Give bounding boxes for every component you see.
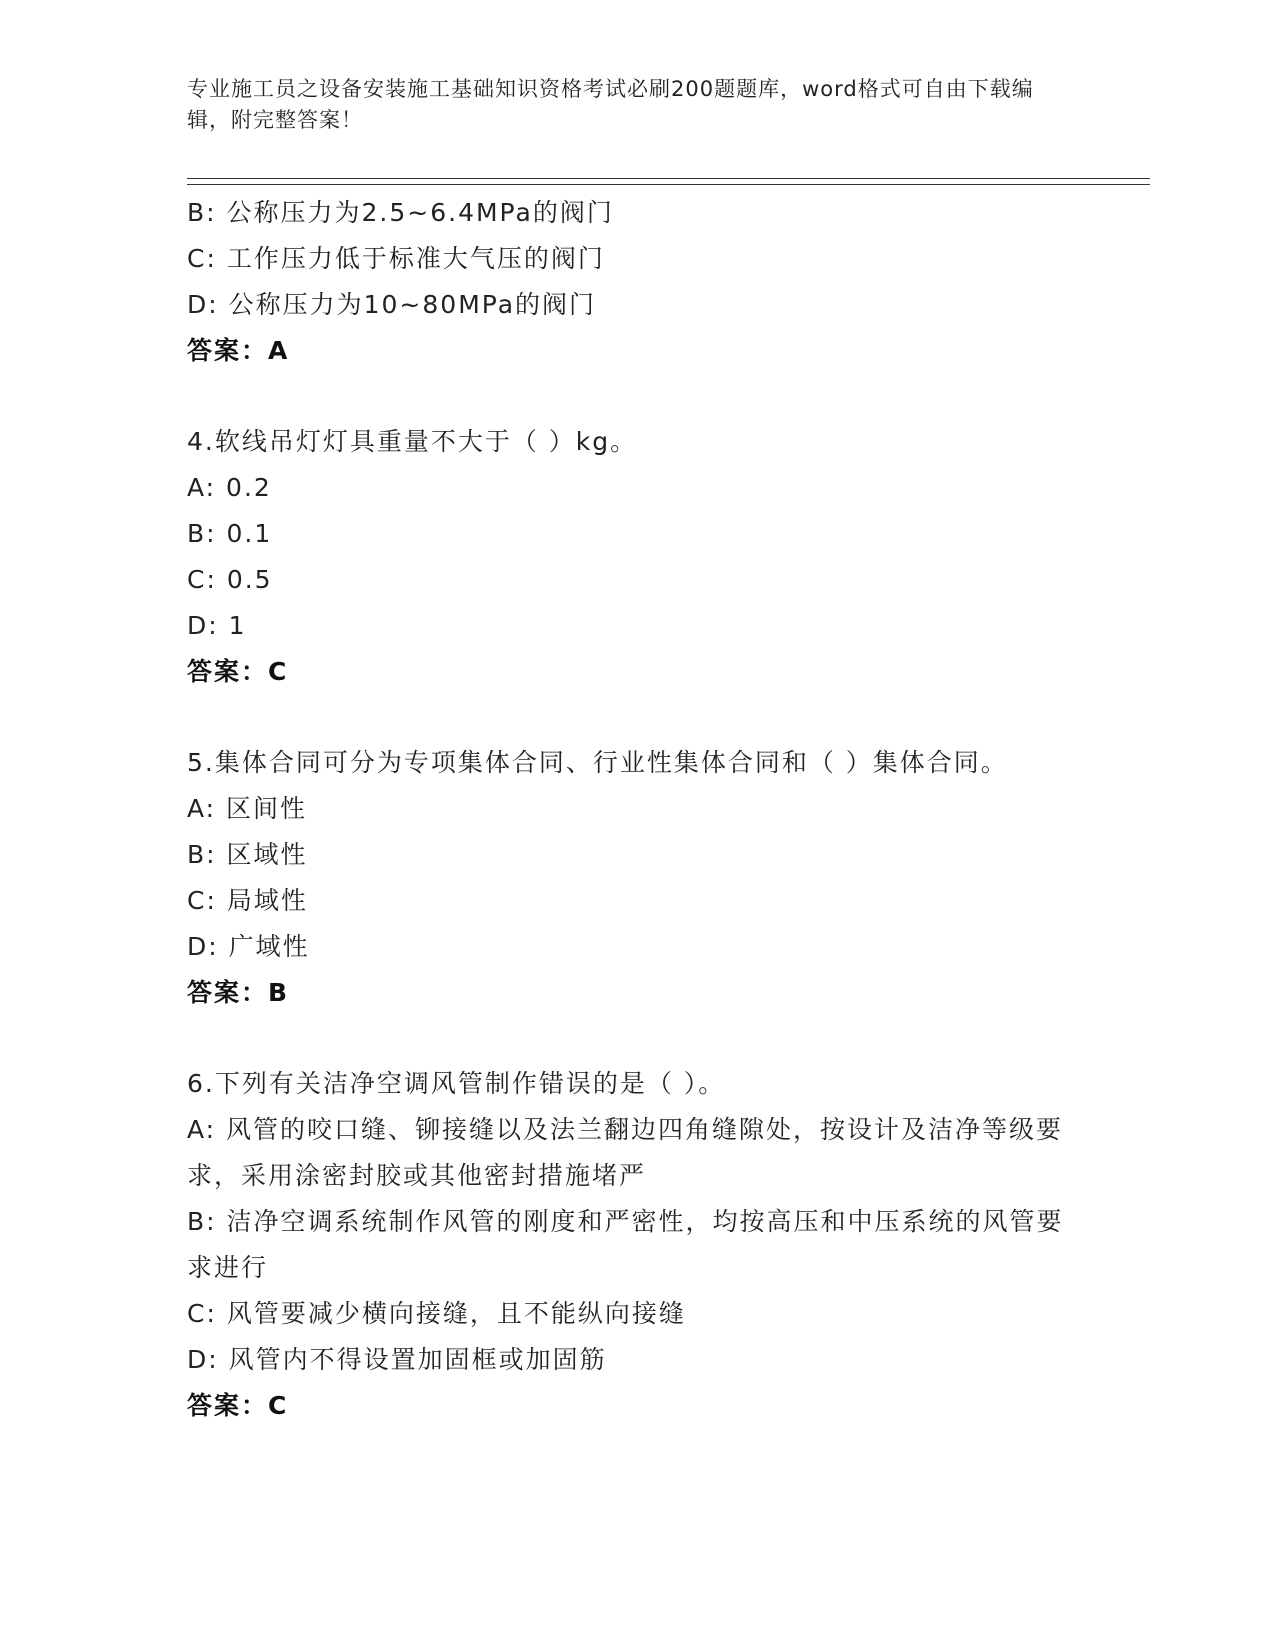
header-divider (187, 178, 1150, 185)
question-text: 4.软线吊灯灯具重量不大于（ ）kg。 (187, 427, 638, 456)
question-6 (187, 1061, 1087, 1429)
question-text: 6.下列有关洁净空调风管制作错误的是（ ）。 (187, 1069, 726, 1098)
spacer (187, 374, 1087, 419)
option-d: D: 1 (187, 611, 247, 640)
question-3-partial (187, 190, 1087, 374)
answer: 答案：A (187, 336, 290, 365)
option-b: B: 公称压力为2.5~6.4MPa的阀门 (187, 198, 614, 227)
option-d: D: 广域性 (187, 932, 310, 961)
document-header: 专业施工员之设备安装施工基础知识资格考试必刷200题题库，word格式可自由下载编辑，附完整答案！ (187, 77, 1034, 132)
option-c: C: 0.5 (187, 565, 273, 594)
question-text: 5.集体合同可分为专项集体合同、行业性集体合同和（ ）集体合同。 (187, 748, 1008, 777)
question-5 (187, 740, 1087, 1016)
option-d: D: 公称压力为10~80MPa的阀门 (187, 290, 597, 319)
option-b: B: 0.1 (187, 519, 273, 548)
answer: 答案：C (187, 657, 289, 686)
question-4 (187, 419, 1087, 695)
question-list (187, 190, 1087, 1429)
option-a: A: 区间性 (187, 794, 308, 823)
spacer (187, 1016, 1087, 1061)
answer: 答案：C (187, 1391, 289, 1420)
option-c: C: 工作压力低于标准大气压的阀门 (187, 244, 605, 273)
option-b: B: 区域性 (187, 840, 308, 869)
option-d: D: 风管内不得设置加固框或加固筋 (187, 1345, 607, 1374)
option-a: A: 风管的咬口缝、铆接缝以及法兰翻边四角缝隙处，按设计及洁净等级要求，采用涂密封胶或其他密封措施堵严 (187, 1115, 1064, 1190)
spacer (187, 695, 1087, 740)
option-a: A: 0.2 (187, 473, 272, 502)
option-c: C: 风管要减少横向接缝，且不能纵向接缝 (187, 1299, 686, 1328)
option-b: B: 洁净空调系统制作风管的刚度和严密性，均按高压和中压系统的风管要求进行 (187, 1207, 1064, 1282)
answer: 答案：B (187, 978, 290, 1007)
option-c: C: 局域性 (187, 886, 308, 915)
